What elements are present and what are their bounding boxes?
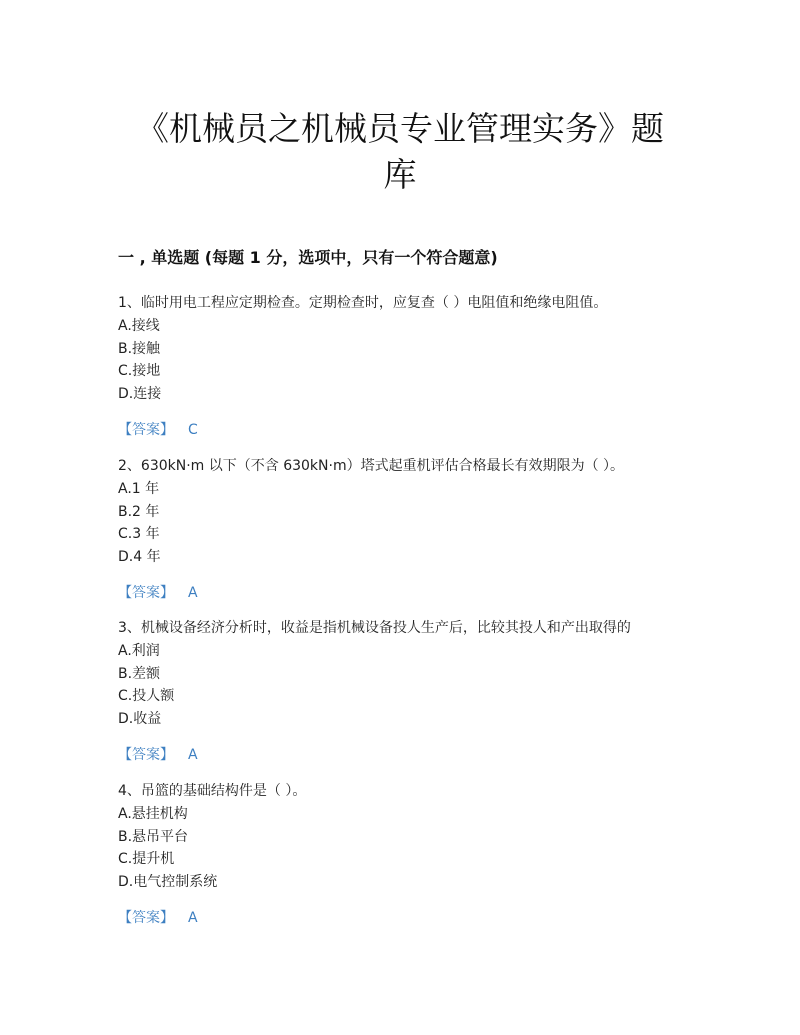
question-text: 3、机械设备经济分析时，收益是指机械设备投人生产后，比较其投人和产出取得的 — [118, 620, 631, 636]
option-a: A.1 年 — [118, 481, 160, 497]
option-a: A.利润 — [118, 643, 160, 659]
question-2 — [118, 455, 718, 604]
answer-value: A — [188, 910, 198, 926]
option-b: B.悬吊平台 — [118, 828, 189, 845]
answer-label: 【答案】 — [118, 422, 174, 438]
option-c: C.3 年 — [118, 526, 160, 542]
document-title — [100, 106, 700, 198]
question-text: 2、630kN·m 以下（不含 630kN·m）塔式起重机评估合格最长有效期限为（ ）。 — [118, 458, 625, 474]
question-text: 4、吊篮的基础结构件是（ ）。 — [118, 783, 307, 799]
answer-line — [118, 744, 718, 766]
option-a: A.接线 — [118, 318, 160, 334]
question-4 — [118, 780, 718, 929]
question-text: 1、临时用电工程应定期检查。定期检查时，应复查（ ）电阻值和绝缘电阻值。 — [118, 295, 608, 311]
answer-line — [118, 582, 718, 604]
option-d: D.电气控制系统 — [118, 873, 218, 890]
option-b: B.接触 — [118, 340, 161, 357]
answer-label: 【答案】 — [118, 910, 174, 926]
section-heading: 一 , 单选题 (每题 1 分，选项中，只有一个符合题意) — [118, 248, 498, 267]
option-a: A.悬挂机构 — [118, 806, 188, 822]
question-1 — [118, 292, 718, 441]
answer-label: 【答案】 — [118, 747, 174, 763]
document-title-line-2: 库 — [383, 155, 417, 194]
option-c: C.投人额 — [118, 688, 175, 704]
answer-line — [118, 907, 718, 929]
option-c: C.接地 — [118, 363, 161, 379]
answer-value: A — [188, 585, 198, 601]
option-d: D.4 年 — [118, 548, 161, 565]
answer-line — [118, 419, 718, 441]
answer-value: C — [188, 422, 198, 438]
option-b: B.2 年 — [118, 503, 160, 520]
option-b: B.差额 — [118, 665, 161, 682]
answer-label: 【答案】 — [118, 585, 174, 601]
option-d: D.连接 — [118, 385, 162, 402]
option-d: D.收益 — [118, 710, 162, 727]
document-title-line-1: 《机械员之机械员专业管理实务》题 — [136, 109, 664, 148]
answer-value: A — [188, 747, 198, 763]
question-3 — [118, 617, 718, 766]
option-c: C.提升机 — [118, 851, 175, 867]
